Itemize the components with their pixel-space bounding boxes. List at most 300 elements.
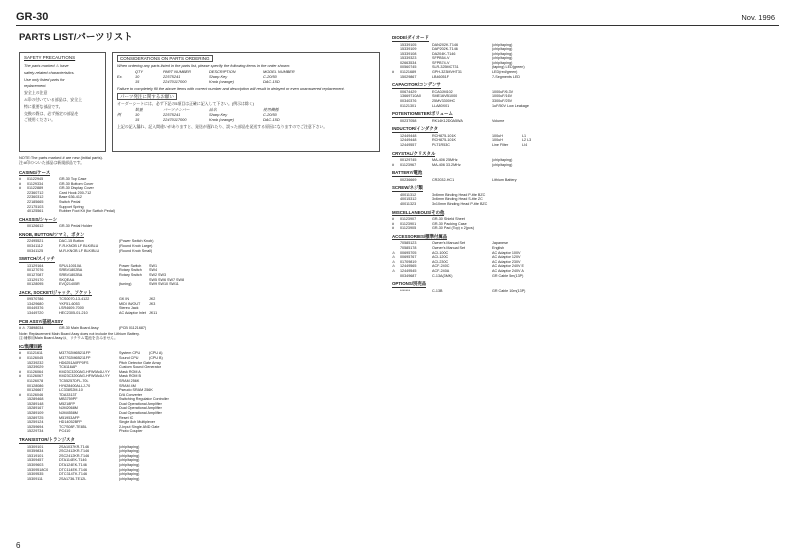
- part-note: Photo Coupler: [119, 429, 143, 434]
- part-number: 00359834: [27, 449, 44, 454]
- part-note: AC Adaptor 100V: [492, 250, 521, 255]
- part-number: 40011312: [400, 192, 417, 197]
- part-description: LSR4609-7000: [59, 306, 84, 311]
- part-number: 12449557: [400, 142, 417, 147]
- part-number: 01129334: [27, 181, 44, 186]
- table-row: [392, 143, 778, 148]
- part-description: DTC114EK-T146: [59, 467, 88, 472]
- new-parts-note-en: NOTE:The parts marked # are new (initial parts).: [19, 155, 103, 160]
- part-extra: (CPU A): [149, 351, 163, 356]
- part-description: SRBV1802BA: [59, 272, 83, 277]
- part-note: Reset IC: [119, 415, 134, 420]
- part-note: Pitch Detector Gate Array: [119, 360, 161, 365]
- parts-section: [392, 185, 778, 206]
- part-description: KM23C3200AG-HFW9A4U-YY: [59, 369, 110, 374]
- part-number: 01122889: [27, 186, 44, 191]
- section-title: CASING/ケース: [19, 169, 51, 175]
- section-title: CHASSIS/シャーシ: [19, 216, 58, 222]
- part-description: DTA124EK-T146: [59, 462, 87, 467]
- part-description: KM23C3200AG-HFW9A4U-YY: [59, 374, 110, 379]
- part-description: GR-30 Pad (Top) x 2(pcs): [432, 226, 475, 231]
- part-extra: [522, 119, 582, 124]
- safety-line: safety-related characteristics.: [24, 69, 75, 75]
- right-sections: [392, 35, 778, 293]
- section-note-line: 注:補修用Main Board Assyは、リチウム電池を含みません。: [19, 336, 118, 341]
- part-number: 15339108: [400, 51, 417, 56]
- part-number: 01122945: [27, 177, 44, 182]
- header-rule: [16, 25, 779, 26]
- part-description: SPUL10010A: [59, 263, 82, 268]
- part-number: 00674429: [400, 89, 417, 94]
- parts-section: [392, 82, 778, 108]
- part-description: GR-30 Pedal Holder: [59, 224, 93, 229]
- section-rows: [392, 193, 778, 207]
- part-number: 15029867: [400, 74, 417, 79]
- section-rows: [19, 177, 381, 214]
- part-note: Mask ROM B: [119, 374, 141, 379]
- part-mark: #: [392, 217, 395, 222]
- part-number: 00127087: [27, 272, 44, 277]
- safety-line-jp: 特に重要な部品です。: [24, 103, 63, 109]
- part-extra: [149, 477, 209, 482]
- ordering-jp-note: 上記の記入漏れ、記入間違いがありますと、発送が遅れたり、誤った部品を発送する原因になりますのでご注意下さい。: [117, 124, 328, 129]
- section-rows: [392, 90, 778, 108]
- part-note: [492, 202, 522, 207]
- table-row: [392, 202, 778, 207]
- part-note: Japanese: [492, 241, 508, 246]
- section-rows: [392, 119, 778, 124]
- part-description: YKF51-6053: [59, 301, 80, 306]
- ordering-cell: DAC-15D: [263, 117, 280, 122]
- part-number: 12449565: [400, 264, 417, 269]
- part-number: 15289109: [27, 411, 44, 416]
- part-note: 1000uF/16V: [492, 94, 513, 99]
- part-number: 70585178: [400, 245, 417, 250]
- part-number: 13129170: [27, 277, 44, 282]
- part-number: 00237058: [400, 118, 417, 123]
- part-mark: #: [19, 351, 22, 356]
- part-description: TC55257DFL-70L: [59, 378, 89, 383]
- part-description: HD14052BFP: [59, 420, 82, 425]
- part-note: AC Adaptor Inlet: [119, 310, 146, 315]
- part-mark: [392, 143, 400, 148]
- part-number: 15339323: [400, 56, 417, 61]
- part-note: Single 8ch Multiplexer: [119, 420, 156, 425]
- part-mark: ⚠: [392, 264, 396, 269]
- part-number: 15239029: [27, 365, 44, 370]
- part-mark: #: [392, 162, 395, 167]
- part-note: AC Adaptor 120V: [492, 255, 521, 260]
- parts-section: [392, 111, 778, 123]
- ordering-cell: Ex.: [117, 74, 123, 79]
- part-description: GR-30 Shield Sheet: [432, 217, 465, 222]
- section-title: SCREW/ネジ類: [392, 185, 423, 191]
- part-number: 00128095: [27, 282, 44, 287]
- table-row: [19, 429, 381, 434]
- part-number: 40011323: [400, 201, 417, 206]
- part-description: TDA3313T: [59, 392, 77, 397]
- part-number: 22175103: [27, 204, 44, 209]
- section-rows: [19, 224, 381, 229]
- part-description: 3x6mm Binding Head S-tite ZC: [432, 197, 483, 202]
- part-number: 70585123: [400, 241, 417, 246]
- part-note: Rotary Switch: [119, 268, 142, 273]
- ordering-failure-note: Failure to completely fill the above items with correct number and description will result in delayed or even unanswered replacement.: [117, 86, 345, 91]
- part-number: 15289148: [27, 401, 44, 406]
- part-description: ACI-230C: [432, 259, 449, 264]
- parts-section: [19, 290, 381, 316]
- part-number: 01709819: [400, 259, 417, 264]
- ordering-example-table: [117, 69, 375, 84]
- part-note: Lithium Battery: [492, 177, 517, 182]
- part-number: 00236669: [400, 177, 417, 182]
- part-mark: #: [19, 186, 22, 191]
- ordering-cell: 10: [135, 112, 140, 117]
- part-mark: [19, 249, 27, 254]
- part-description: DTA114EK-T146: [59, 458, 87, 463]
- section-title: OPTIONS/別売品: [392, 281, 427, 287]
- parts-section: [392, 170, 778, 182]
- part-description: Switch Pedal: [59, 200, 81, 205]
- part-number: 01121301: [400, 103, 417, 108]
- part-number: 01123905: [400, 226, 417, 231]
- part-number: 01126067: [27, 374, 44, 379]
- part-number: 00695705: [400, 250, 417, 255]
- left-sections: [19, 170, 381, 482]
- safety-line: Use only listed parts for: [24, 76, 65, 82]
- part-mark: #: [19, 355, 22, 360]
- part-extra: [522, 163, 582, 168]
- part-note: (chip/taping): [119, 453, 140, 458]
- part-extra: [149, 224, 209, 229]
- table-row: [19, 249, 381, 254]
- ordering-example-row: [117, 117, 375, 122]
- section-rows: [392, 241, 778, 278]
- section-title: IC/集積回路: [19, 343, 43, 349]
- part-number: 40125561: [27, 209, 44, 214]
- safety-line-jp: ご使用ください。: [24, 117, 56, 123]
- part-number: 01126045: [27, 355, 44, 360]
- part-note: 1uF/50V Low Leakage: [492, 103, 529, 108]
- part-number: 00340376: [400, 98, 417, 103]
- part-note: 100uH: [492, 133, 503, 138]
- ordering-cell: DAC-15D: [263, 79, 280, 84]
- part-description: RK14K12D0A5WA: [432, 118, 463, 123]
- part-note: Sound CPU: [119, 355, 139, 360]
- part-extra: [522, 274, 582, 279]
- part-description: TC7S08F-TE85L: [59, 424, 87, 429]
- part-note: (Round Knob Small): [119, 248, 153, 253]
- part-note: (chip/taping): [119, 472, 140, 477]
- ordering-cell: C-20/50: [263, 112, 277, 117]
- part-description: SLR-325MCT31: [432, 65, 459, 70]
- part-note: 1000uF/6.3V: [492, 89, 514, 94]
- part-description: 3x10mm Binding Head P-tite BZC: [432, 201, 488, 206]
- part-description: 25MV3300HC: [432, 98, 456, 103]
- part-description: Owner's Manual Set: [432, 241, 466, 246]
- part-description: ACF-240A: [432, 268, 450, 273]
- section-rows: [19, 297, 381, 315]
- part-note: [492, 226, 522, 231]
- part-description: F-R-KNOB LF BLK/BLU: [59, 244, 99, 249]
- table-row: [392, 104, 778, 109]
- part-number: 40015312: [400, 197, 417, 202]
- part-number: 13669710A0: [400, 94, 421, 99]
- part-description: ACF-240C: [432, 264, 450, 269]
- part-description: M-R-KNOB LF BLK/BLU: [59, 248, 100, 253]
- part-number: 15309457: [27, 458, 44, 463]
- part-note: English: [492, 245, 505, 250]
- part-mark: [392, 75, 400, 80]
- ordering-jp-text: オーダーシートには、必ず下記の5項目は正確に記入して下さい。(例示は除く): [117, 101, 254, 106]
- part-note: AC Adaptor 230V: [492, 259, 521, 264]
- ordering-cell: 22575241: [163, 112, 181, 117]
- part-number: 01123967: [400, 162, 417, 167]
- parts-section: [19, 256, 381, 286]
- ordering-cell: 22470117000: [163, 117, 187, 122]
- parts-section: [392, 126, 778, 147]
- part-description: EVQ21405R: [59, 282, 80, 287]
- part-description: LLA80X01: [432, 103, 450, 108]
- part-note: MIDI IN/OUT: [119, 301, 141, 306]
- ordering-header-cell: QTY: [135, 69, 143, 74]
- part-description: SFPB74-V: [432, 60, 450, 65]
- part-note: (chip/taping): [119, 476, 140, 481]
- part-description: HD6251A0FP0FS: [59, 360, 89, 365]
- left-parts-list: [19, 156, 381, 481]
- part-number: 22495521: [27, 239, 44, 244]
- new-parts-note: [19, 156, 381, 166]
- part-note: System CPU: [119, 351, 141, 356]
- part-note: (taping) LED(green): [492, 65, 525, 70]
- part-mark: # ⚠: [19, 326, 26, 331]
- part-description: DAC-15 Button: [59, 239, 84, 244]
- part-number: 15289167: [27, 406, 44, 411]
- part-number: 22360712: [27, 190, 44, 195]
- part-mark: [392, 289, 400, 294]
- table-row: [392, 163, 778, 168]
- part-mark: [19, 209, 27, 214]
- part-number: 15259694: [27, 424, 44, 429]
- section-rows: [19, 264, 381, 287]
- part-note: (chip/taping): [492, 51, 513, 56]
- parts-section: [19, 437, 381, 481]
- part-number: 13429680: [27, 301, 44, 306]
- parts-section: [392, 281, 778, 293]
- part-note: Pseudo SRAM 256K: [119, 388, 153, 393]
- table-row: [392, 289, 778, 294]
- part-number: 02663534: [400, 60, 417, 65]
- part-number: 00126667: [27, 388, 44, 393]
- part-number: 01126064: [27, 369, 44, 374]
- part-extra: SW9 SW10 SW11: [149, 282, 179, 287]
- page-title: PARTS LIST/パーツリスト: [19, 32, 133, 43]
- part-extra: [522, 289, 582, 294]
- part-description: HEC2305-01-210: [59, 310, 88, 315]
- part-description: SRBV1802BA: [59, 268, 83, 273]
- part-description: ACI-100C: [432, 250, 449, 255]
- table-row: [392, 226, 778, 231]
- part-description: TC6116AP: [59, 365, 77, 370]
- part-mark: [392, 274, 400, 279]
- part-number: *******: [400, 288, 411, 293]
- model-name: GR-30: [16, 11, 49, 23]
- part-note: Line Filter: [492, 142, 509, 147]
- part-extra: JK3: [149, 301, 156, 306]
- part-note: 7-Segments LED: [492, 74, 521, 79]
- table-row: [392, 274, 778, 279]
- parts-section: [392, 210, 778, 231]
- safety-lines: [24, 63, 101, 124]
- part-number: 15309101: [27, 444, 44, 449]
- part-number: 09570786: [27, 297, 44, 302]
- ordering-cell: 15: [135, 79, 140, 84]
- part-description: GR-30 Display Cover: [59, 186, 94, 191]
- part-number: 12449545: [400, 268, 417, 273]
- ordering-title: CONSIDERATIONS ON PARTS ORDERING: [117, 55, 213, 62]
- section-title: INDUCTOR/インダクタ: [392, 126, 439, 132]
- part-number: 15309603: [27, 462, 44, 467]
- section-title: MISCELLANEOUS/その他: [392, 209, 445, 215]
- part-note: (chip/taping): [119, 467, 140, 472]
- table-row: [392, 75, 778, 80]
- part-description: Owner's Manual Set: [432, 245, 466, 250]
- parts-section: [392, 151, 778, 168]
- part-description: SME16VB1000: [432, 94, 458, 99]
- section-rows: [392, 134, 778, 148]
- part-description: GPH-323MVHT31: [432, 70, 462, 75]
- ordering-header-cell: 品名: [209, 107, 217, 112]
- section-title: PCB ASSY/基板ASSY: [19, 318, 64, 324]
- part-extra: [522, 202, 582, 207]
- part-mark: ⚠: [392, 259, 396, 264]
- ordering-cell: 10: [135, 74, 140, 79]
- ordering-header-cell: DESCRIPTION: [209, 69, 236, 74]
- part-number: 01123901: [400, 221, 417, 226]
- part-extra: [522, 104, 582, 109]
- parts-section: [19, 344, 381, 434]
- part-mark: #: [392, 70, 395, 75]
- part-description: Rubber Foot Kit (for Switch Pedal): [59, 209, 115, 214]
- part-description: RCH875-101K: [432, 133, 456, 138]
- part-note: (Round Knob Large): [119, 244, 153, 249]
- part-number: 15339109: [400, 47, 417, 52]
- table-row: [392, 119, 778, 124]
- part-extra: [149, 326, 209, 331]
- part-mark: ⚠: [392, 250, 396, 255]
- issue-date: Nov. 1996: [741, 13, 775, 22]
- section-rows: [392, 289, 778, 294]
- part-number: 13129164: [27, 263, 44, 268]
- part-description: DA204K-T146: [432, 51, 456, 56]
- part-number: 22360312: [27, 195, 44, 200]
- part-note: 3300uF/25V: [492, 98, 513, 103]
- ordering-header-cell: 数量: [135, 107, 143, 112]
- part-note: Dual Operational Amplifier: [119, 406, 162, 411]
- part-description: LC338S2M-10: [59, 388, 83, 393]
- part-note: Dual Operational Amplifier: [119, 401, 162, 406]
- part-note: AC Adaptor 240V E: [492, 264, 524, 269]
- part-note: 2-Input Single AND Gate: [119, 424, 160, 429]
- part-mark: #: [19, 369, 22, 374]
- part-description: HY628400ALLJ-70: [59, 383, 91, 388]
- part-number: 15339105: [400, 42, 417, 47]
- parts-section: [392, 234, 778, 278]
- part-note: (chip/taping): [492, 60, 513, 65]
- part-note: LED(red/green): [492, 70, 518, 75]
- part-number: 73898034: [27, 326, 44, 331]
- part-number: 01126046: [27, 392, 44, 397]
- part-number: 15319101: [27, 453, 44, 458]
- part-description: 2SA1736-TE12L: [59, 476, 87, 481]
- part-description: C-13A(3MK): [432, 273, 453, 278]
- part-number: 15289725: [27, 415, 44, 420]
- part-extra: [149, 209, 209, 214]
- ordering-cell: Knob (orange): [209, 79, 234, 84]
- part-description: PC410: [59, 429, 71, 434]
- part-description: Card Hook 200-712: [59, 190, 92, 195]
- section-rows: [392, 217, 778, 231]
- ordering-intro: When ordering any parts listed in the parts list, please specify the following items in the order shown:: [117, 63, 291, 68]
- part-number: 00349687: [400, 273, 417, 278]
- part-description: SFPB54-V: [432, 56, 450, 61]
- part-description: NJM2068M: [59, 406, 78, 411]
- part-note: (chip/taping): [119, 444, 140, 449]
- part-number: 00341125: [27, 248, 44, 253]
- part-note: (chip/taping): [119, 462, 140, 467]
- part-note: GR Cable 5m(13P): [492, 273, 524, 278]
- part-number: 00126612: [27, 224, 44, 229]
- part-extra: JK2: [149, 297, 156, 302]
- section-title: DIODE/ダイオード: [392, 35, 429, 40]
- part-note: (chip/taping): [119, 458, 140, 463]
- part-note: Stereo Jack: [119, 306, 139, 311]
- table-row: [19, 477, 381, 482]
- part-note: Volume: [492, 118, 505, 123]
- ordering-cell: 22470117000: [163, 79, 187, 84]
- section-title: SWITCH/スイッチ: [19, 256, 55, 262]
- part-note: D/A Converter: [119, 392, 143, 397]
- section-title: CRYSTAL/クリスタル: [392, 150, 436, 156]
- part-mark: [392, 119, 400, 124]
- table-row: [392, 178, 778, 183]
- part-extra: SW1: [149, 263, 157, 268]
- ordering-jp-example-table: [117, 107, 375, 122]
- part-mark: #: [392, 221, 395, 226]
- part-extra: LI4: [522, 142, 528, 147]
- part-mark: [392, 202, 400, 207]
- part-note: Mask ROM A: [119, 369, 141, 374]
- part-description: DTC314TK-T146: [59, 472, 88, 477]
- part-number: 01123907: [400, 217, 417, 222]
- part-number: 12449448: [400, 138, 417, 143]
- ordering-cell: 15: [135, 117, 140, 122]
- part-number: 00695767: [400, 255, 417, 260]
- part-note: Switching Regulator Controller: [119, 397, 169, 402]
- part-mark: ⚠: [392, 255, 396, 260]
- part-number: 15309111: [27, 476, 43, 481]
- part-number: 01126078: [27, 378, 44, 383]
- part-note: AC Adaptor 240V A: [492, 268, 524, 273]
- part-extra: [149, 249, 209, 254]
- ordering-header-cell: PART NUMBER: [163, 69, 191, 74]
- part-description: GR-30 Main Board Assy: [59, 326, 99, 331]
- part-description: C-13B: [432, 288, 443, 293]
- part-note: (chip/taping): [119, 449, 140, 454]
- part-extra: SW5 SW6 SW7 SW8: [149, 277, 185, 282]
- ordering-cell: Sharp Key: [209, 74, 228, 79]
- table-row: [19, 282, 381, 287]
